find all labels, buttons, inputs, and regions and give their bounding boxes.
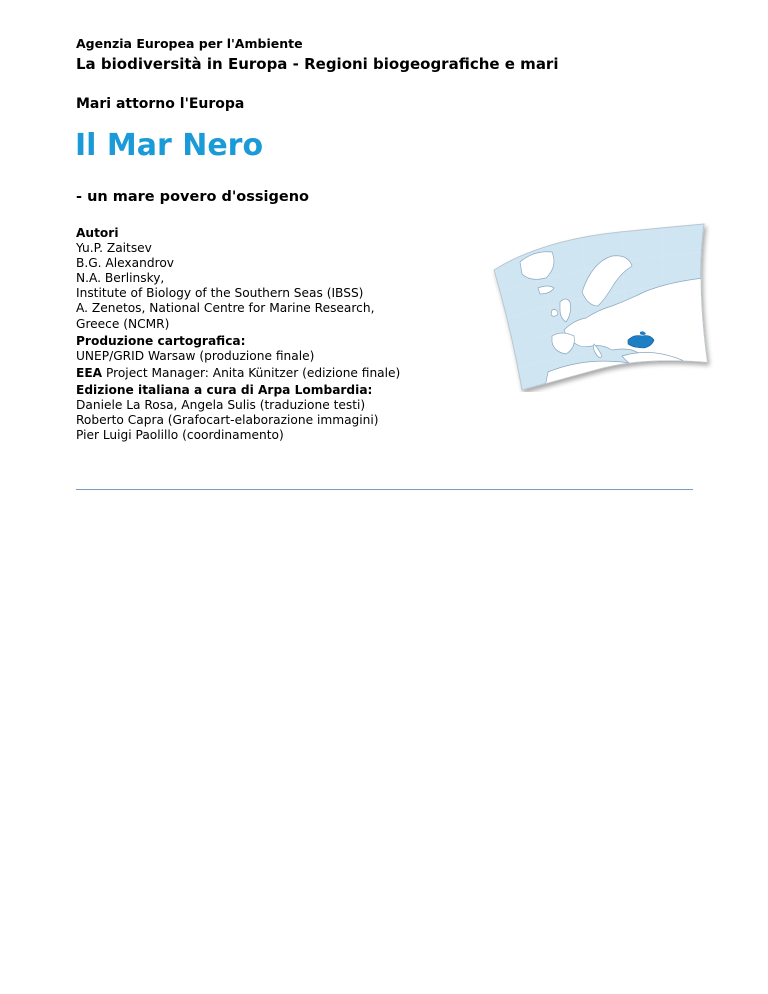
authors-heading: Autori	[76, 226, 119, 240]
author-line: A. Zenetos, National Centre for Marine Research,	[76, 301, 375, 316]
page-subtitle: - un mare povero d'ossigeno	[76, 189, 309, 205]
italian-edition-heading: Edizione italiana a cura di Arpa Lombardia:	[76, 382, 373, 397]
page-title: Il Mar Nero	[75, 128, 264, 163]
credits-block	[76, 226, 456, 443]
italian-edition-line: Daniele La Rosa, Angela Sulis (traduzione testi)	[76, 398, 366, 413]
author-line: Institute of Biology of the Southern Seas (IBSS)	[76, 286, 364, 301]
divider	[76, 489, 693, 490]
italian-edition-line: Pier Luigi Paolillo (coordinamento)	[76, 428, 284, 443]
author-line: Greece (NCMR)	[76, 316, 170, 331]
series-title: La biodiversità in Europa - Regioni biogeografiche e mari	[76, 55, 559, 73]
author-line: N.A. Berlinsky,	[76, 271, 165, 286]
section-title: Mari attorno l'Europa	[76, 96, 245, 112]
author-line: Yu.P. Zaitsev	[76, 241, 152, 256]
europe-map-icon	[482, 222, 714, 392]
italian-edition-line: Roberto Capra (Grafocart-elaborazione immagini)	[76, 413, 379, 428]
eea-text: Project Manager: Anita Künitzer (edizione finale)	[102, 365, 401, 380]
agency-name: Agenzia Europea per l'Ambiente	[76, 36, 303, 51]
eea-line	[76, 366, 456, 381]
cartography-line: UNEP/GRID Warsaw (produzione finale)	[76, 348, 315, 363]
cartography-heading: Produzione cartografica:	[76, 333, 246, 348]
author-line: B.G. Alexandrov	[76, 256, 174, 271]
eea-label: EEA	[76, 365, 103, 380]
